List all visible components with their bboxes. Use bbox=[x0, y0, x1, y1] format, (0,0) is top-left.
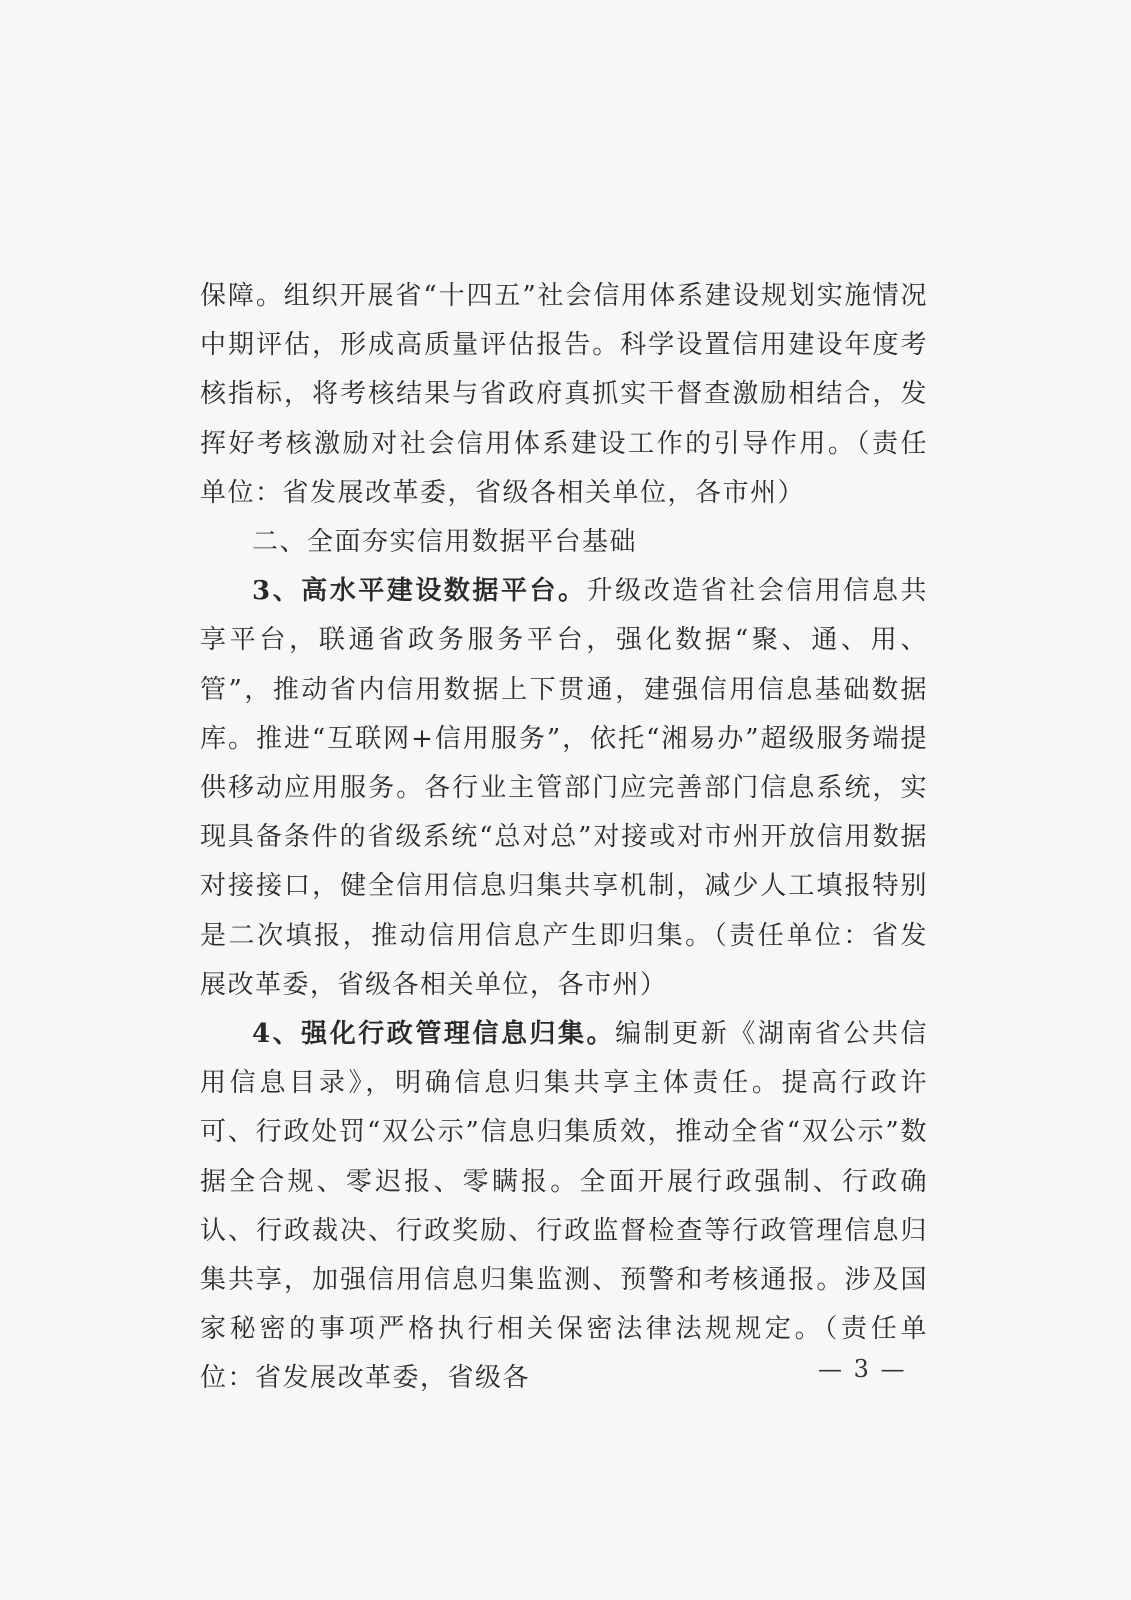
item-4-paragraph bbox=[200, 1010, 928, 1404]
section-heading: 二、全面夯实信用数据平台基础 bbox=[252, 527, 638, 558]
page-number: — 3 — bbox=[818, 1355, 907, 1383]
item-3-title: 3、高水平建设数据平台。 bbox=[252, 576, 587, 607]
item-3-paragraph bbox=[200, 567, 928, 1010]
item-4-title: 4、强化行政管理信息归集。 bbox=[252, 1019, 616, 1050]
item-4-body: 编制更新《湖南省公共信用信息目录》，明确信息归集共享主体责任。提高行政许可、行政处罚“双公示”信息归集质效，推动全省“双公示”数据全合规、零迟报、零瞒报。全面开展行政强制、行政确认、行政裁决、行政奖励、行政监督检查等行政管理信息归集共享，加强信用信息归集监测、预警和考核通报。涉及国家秘密的事项严格执行相关保密法律法规规定。（责任单位：省发展改革委，省级各 bbox=[200, 1019, 928, 1394]
paragraph-continuation: 保障。组织开展省“十四五”社会信用体系建设规划实施情况中期评估，形成高质量评估报告。科学设置信用建设年度考核指标，将考核结果与省政府真抓实干督查激励相结合，发挥好考核激励对社会信用体系建设工作的引导作用。（责任单位：省发展改革委，省级各相关单位，各市州） bbox=[200, 281, 928, 508]
item-3-body: 升级改造省社会信用信息共享平台，联通省政务服务平台，强化数据“聚、通、用、管”，推动省内信用数据上下贯通，建强信用信息基础数据库。推进“互联网+信用服务”，依托“湘易办”超级服务端提供移动应用服务。各行业主管部门应完善部门信息系统，实现具备条件的省级系统“总对总”对接或对市州开放信用数据对接接口，健全信用信息归集共享机制，减少人工填报特别是二次填报，推动信用信息产生即归集。（责任单位：省发展改革委，省级各相关单位，各市州） bbox=[200, 576, 928, 1000]
document-body bbox=[200, 272, 928, 1404]
